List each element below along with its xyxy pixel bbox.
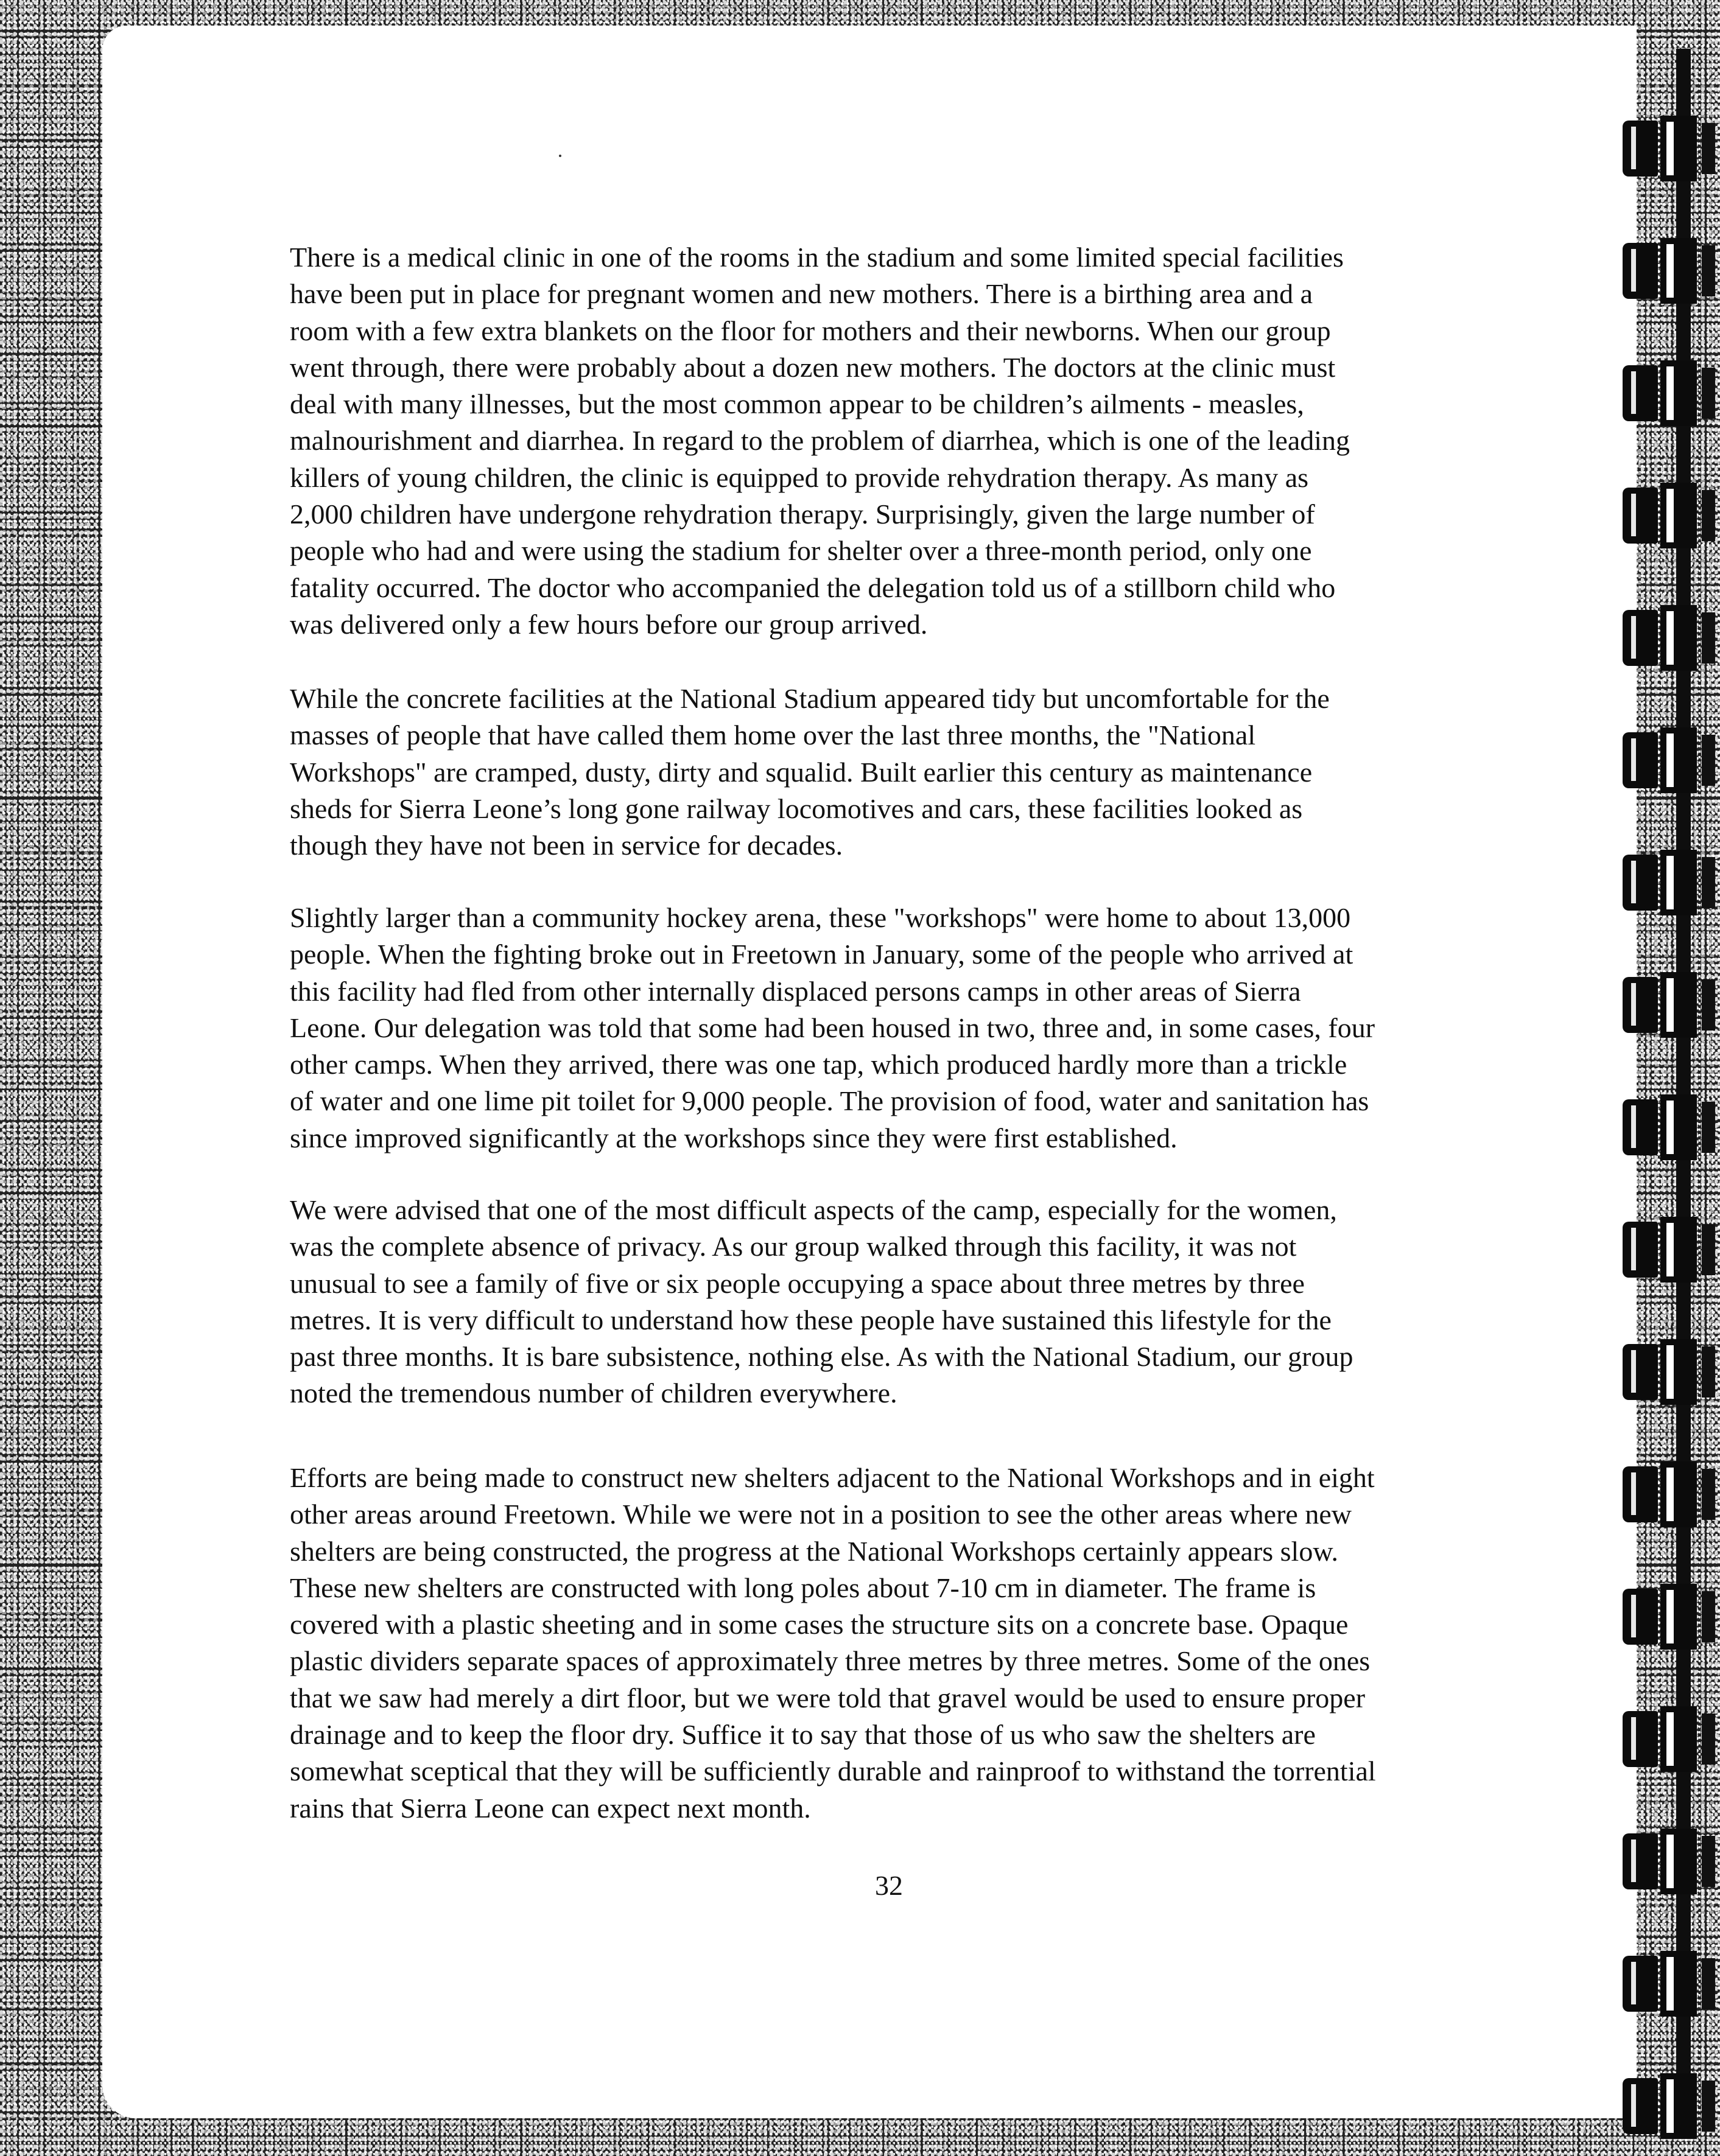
- text-line: killers of young children, the clinic is equipped to provide rehydration therapy. As many as: [290, 461, 1309, 493]
- text-line: somewhat sceptical that they will be sufficiently durable and rainproof to withstand the torrential: [290, 1755, 1376, 1787]
- text-line: rains that Sierra Leone can expect next month.: [290, 1792, 811, 1824]
- text-line: While the concrete facilities at the National Stadium appeared tidy but uncomfortable for the: [290, 683, 1330, 714]
- text-line: since improved significantly at the workshops since they were first established.: [290, 1122, 1178, 1153]
- page-number: 32: [875, 1870, 903, 1901]
- text-line: that we saw had merely a dirt floor, but we were told that gravel would be used to ensure proper: [290, 1682, 1366, 1713]
- text-line: have been put in place for pregnant women and new mothers. There is a birthing area and a: [290, 278, 1313, 310]
- text-line: Slightly larger than a community hockey arena, these "workshops" were home to about 13,000: [290, 902, 1351, 933]
- paragraph-workshops-population: [290, 900, 1562, 1157]
- text-line: masses of people that have called them home over the last three months, the "National: [290, 719, 1256, 751]
- text-line: covered with a plastic sheeting and in some cases the structure sits on a concrete base. Opaque: [290, 1609, 1349, 1640]
- text-line: There is a medical clinic in one of the rooms in the stadium and some limited special facilities: [290, 242, 1344, 273]
- text-line: metres. It is very difficult to understand how these people have sustained this lifestyle for the: [290, 1304, 1332, 1335]
- paragraph-national-workshops: [290, 681, 1562, 864]
- text-line: malnourishment and diarrhea. In regard to the problem of diarrhea, which is one of the leading: [290, 425, 1350, 457]
- text-line: Leone. Our delegation was told that some had been housed in two, three and, in some cases, four: [290, 1012, 1375, 1043]
- text-line: Efforts are being made to construct new shelters adjacent to the National Workshops and in eight: [290, 1462, 1375, 1493]
- text-line: was the complete absence of privacy. As our group walked through this facility, it was not: [290, 1231, 1297, 1262]
- text-line: These new shelters are constructed with long poles about 7-10 cm in diameter. The frame is: [290, 1572, 1316, 1603]
- text-line: was delivered only a few hours before our group arrived.: [290, 608, 928, 640]
- paragraph-new-shelters: [290, 1460, 1562, 1827]
- text-line: other camps. When they arrived, there was one tap, which produced hardly more than a trickle: [290, 1049, 1347, 1080]
- text-line: past three months. It is bare subsistence, nothing else. As with the National Stadium, our group: [290, 1341, 1353, 1373]
- text-line: though they have not been in service for decades.: [290, 830, 843, 861]
- text-line: of water and one lime pit toilet for 9,000 people. The provision of food, water and sanitation has: [290, 1085, 1369, 1117]
- text-line: plastic dividers separate spaces of approximately three metres by three metres. Some of the ones: [290, 1645, 1371, 1677]
- text-line: went through, there were probably about a dozen new mothers. The doctors at the clinic must: [290, 351, 1336, 383]
- text-line: drainage and to keep the floor dry. Suffice it to say that those of us who saw the shelters are: [290, 1719, 1316, 1751]
- text-line: sheds for Sierra Leone’s long gone railway locomotives and cars, these facilities looked as: [290, 793, 1303, 824]
- text-line: Workshops" are cramped, dusty, dirty and squalid. Built earlier this century as maintenance: [290, 756, 1313, 788]
- text-line: shelters are being constructed, the progress at the National Workshops certainly appears slow.: [290, 1535, 1339, 1567]
- text-line: other areas around Freetown. While we were not in a position to see the other areas where new: [290, 1499, 1352, 1530]
- paper-speck: [559, 155, 561, 157]
- text-line: deal with many illnesses, but the most common appear to be children’s ailments - measles,: [290, 388, 1304, 420]
- text-line: room with a few extra blankets on the floor for mothers and their newborns. When our group: [290, 315, 1331, 346]
- text-line: this facility had fled from other internally displaced persons camps in other areas of Sierra: [290, 975, 1301, 1007]
- text-line: unusual to see a family of five or six people occupying a space about three metres by three: [290, 1267, 1305, 1299]
- text-line: fatality occurred. The doctor who accompanied the delegation told us of a stillborn child who: [290, 572, 1336, 603]
- text-line: people who had and were using the stadium for shelter over a three-month period, only one: [290, 535, 1312, 567]
- paragraph-privacy: [290, 1192, 1562, 1412]
- text-line: noted the tremendous number of children everywhere.: [290, 1377, 897, 1409]
- text-line: people. When the fighting broke out in Freetown in January, some of the people who arrived at: [290, 939, 1353, 970]
- paragraph-medical-clinic: [290, 239, 1562, 643]
- text-line: We were advised that one of the most difficult aspects of the camp, especially for the women,: [290, 1194, 1337, 1225]
- text-line: 2,000 children have undergone rehydration therapy. Surprisingly, given the large number of: [290, 499, 1315, 530]
